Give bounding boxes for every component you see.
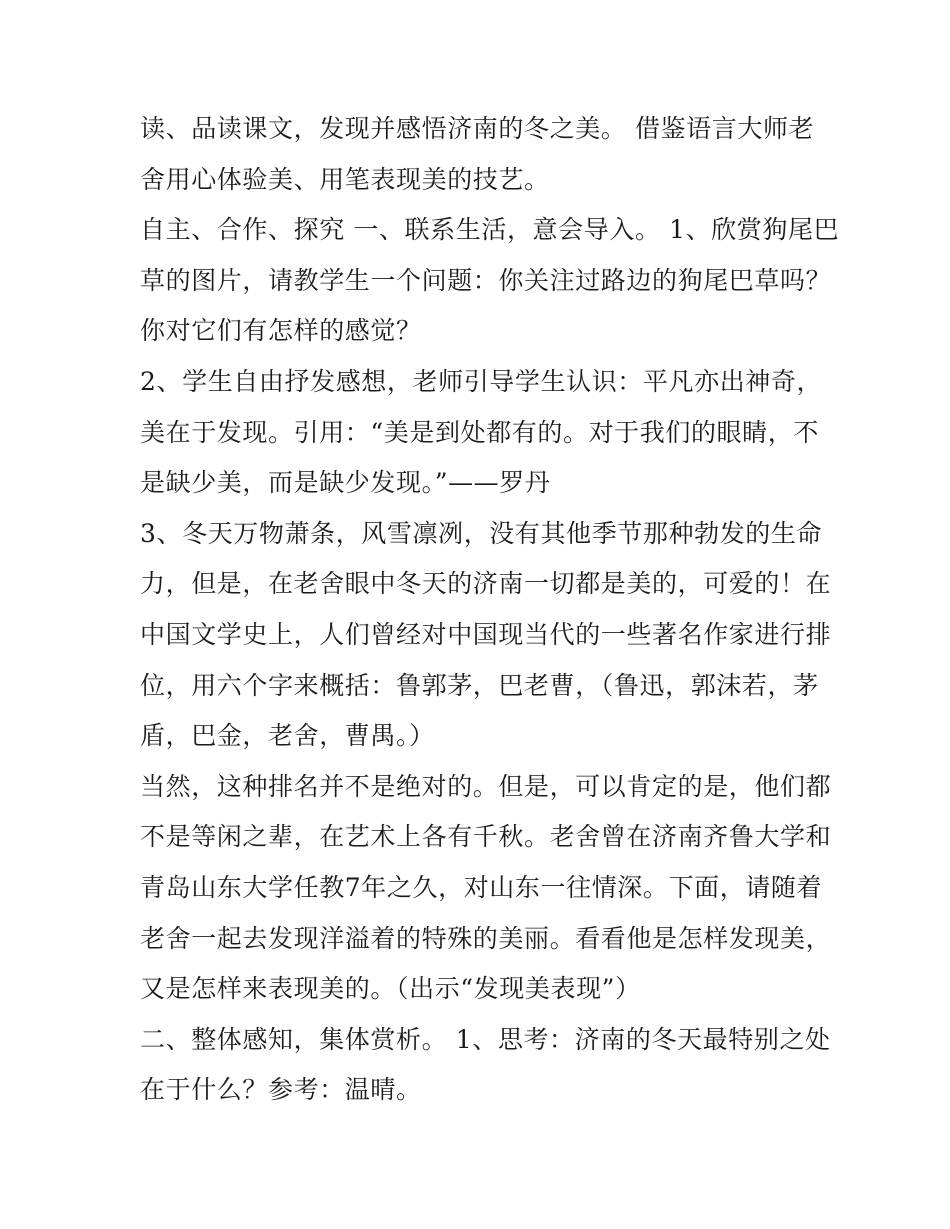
paragraph-objectives [140,104,816,205]
text-line: 美在于发现。引用：“美是到处都有的。对于我们的眼睛，不 [140,417,819,447]
paragraph-step-3 [140,509,832,762]
text-line: 读、品读课文，发现并感悟济南的冬之美。 借鉴语言大师老 [140,114,815,143]
paragraph-ranking [140,762,832,1015]
paragraph-intro [140,205,840,357]
text-line: 在于什么？参考：温晴。 [140,1075,422,1105]
text-line: 不是等闲之辈，在艺术上各有千秋。老舍曾在济南齐鲁大学和 [140,822,832,852]
text-line: 草的图片，请教学生一个问题：你关注过路边的狗尾巴草吗？ [140,265,832,295]
text-line: 位，用六个字来概括：鲁郭茅，巴老曹，（鲁迅，郭沫若，茅 [140,670,819,700]
text-line: 又是怎样来表现美的。（出示“发现美表现”） [140,974,641,1004]
text-line: 力，但是，在老舍眼中冬天的济南一切都是美的，可爱的！在 [140,569,832,599]
document-body [140,104,840,1116]
text-line: 二、整体感知，集体赏析。 1、思考：济南的冬天最特别之处 [140,1024,831,1054]
text-line: 中国文学史上，人们曾经对中国现当代的一些著名作家进行排 [140,619,832,649]
text-line: 青岛山东大学任教7年之久，对山东一往情深。下面，请随着 [140,872,823,902]
text-line: 舍用心体验美、用笔表现美的技艺。 [140,164,550,194]
paragraph-step-2 [140,357,823,509]
text-line: 你对它们有怎样的感觉？ [140,316,422,346]
text-line: 自主、合作、探究 一、联系生活，意会导入。 1、欣赏狗尾巴 [140,215,840,245]
text-line: 是缺少美，而是缺少发现。”——罗丹 [140,468,551,498]
paragraph-section-2 [140,1015,831,1116]
text-line: 老舍一起去发现洋溢着的特殊的美丽。看看他是怎样发现美， [140,923,832,953]
text-line: 3、冬天万物萧条，风雪凛冽，没有其他季节那种勃发的生命 [140,518,823,548]
text-line: 盾，巴金，老舍，曹禺。） [140,721,435,751]
text-line: 当然，这种排名并不是绝对的。但是，可以肯定的是，他们都 [140,771,832,801]
text-line: 2、学生自由抒发感想，老师引导学生认识：平凡亦出神奇， [140,366,823,396]
